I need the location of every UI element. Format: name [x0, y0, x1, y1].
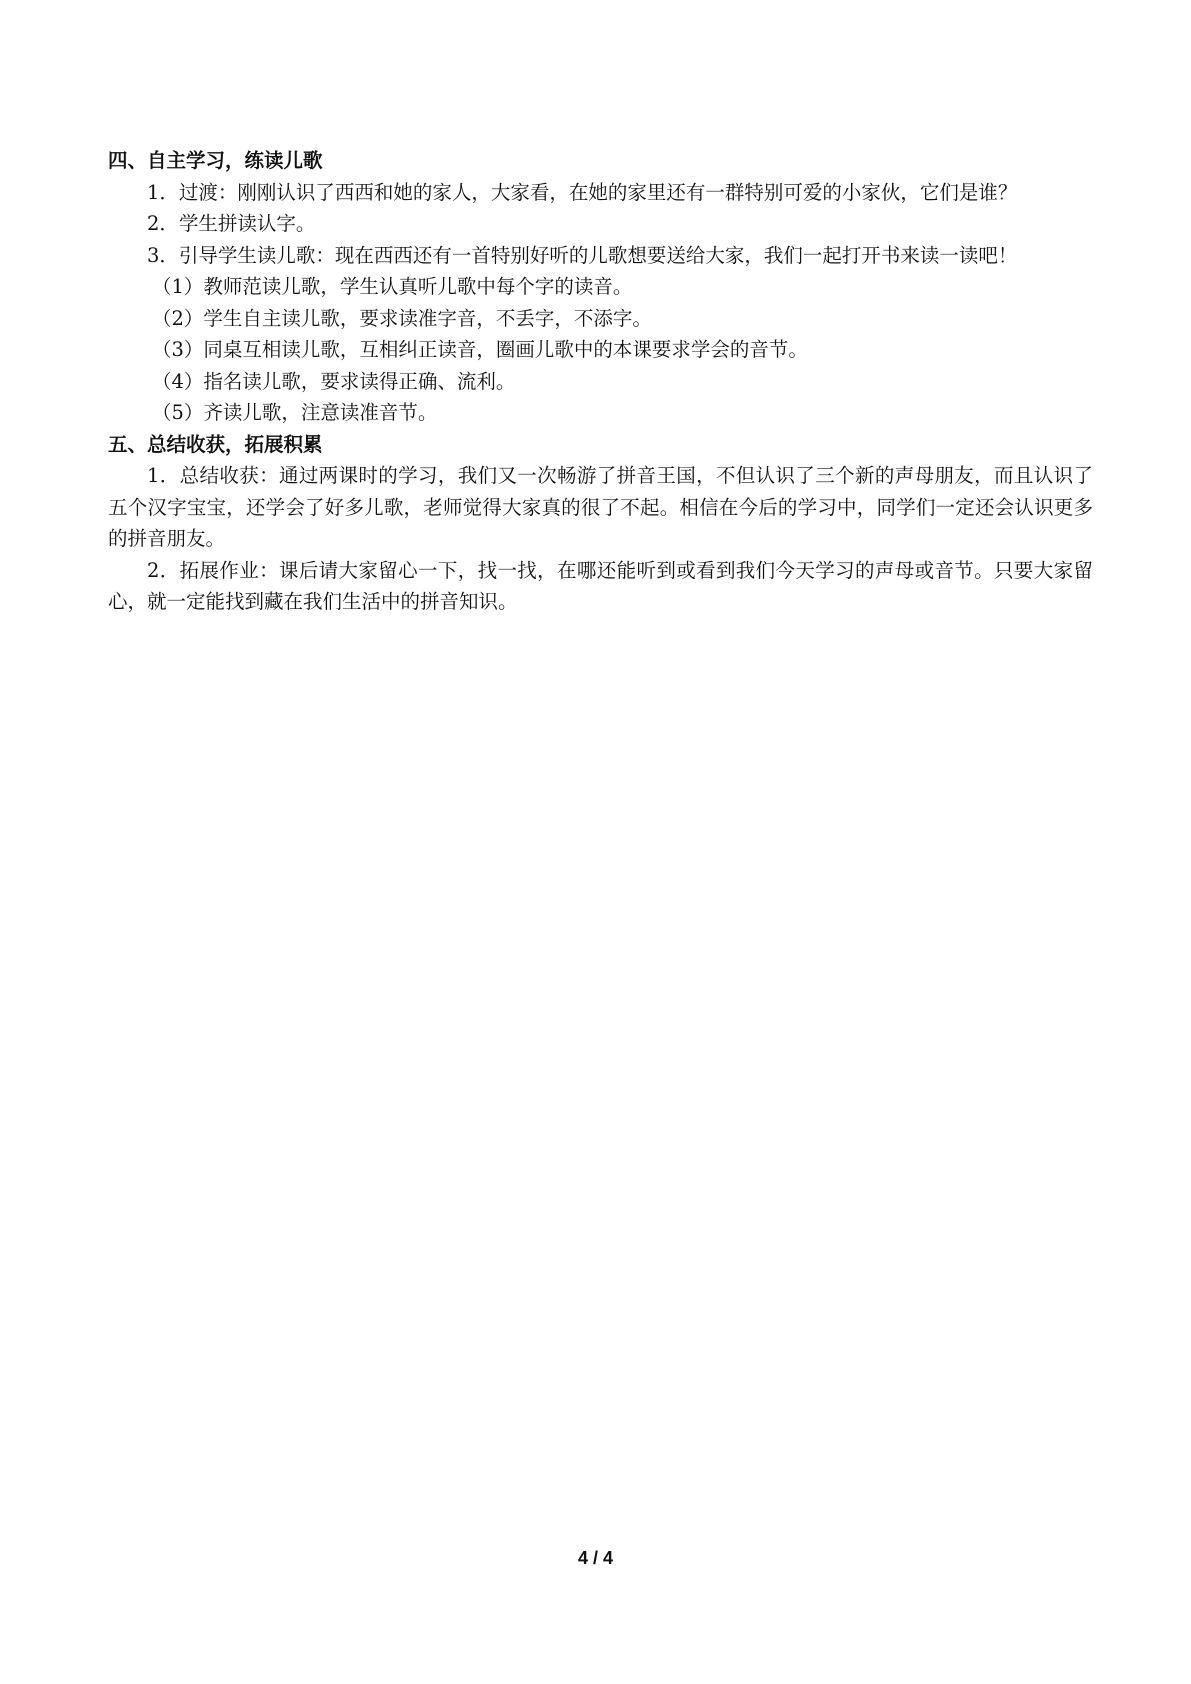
sub-item: （5）齐读儿歌，注意读准音节。 — [152, 401, 438, 424]
paragraph: 2．学生拼读认字。 — [147, 212, 316, 235]
paragraph: 2．拓展作业：课后请大家留心一下，找一找，在哪还能听到或看到我们今天学习的声母或音节。只要大家留心，就一定能找到藏在我们生活中的拼音知识。 — [108, 558, 1093, 613]
sub-item: （4）指名读儿歌，要求读得正确、流利。 — [152, 369, 516, 393]
paragraph: 1．过渡：刚刚认识了西西和她的家人，大家看，在她的家里还有一群特别可爱的小家伙，它们是谁？ — [147, 180, 1018, 204]
section-heading-4: 四、自主学习，练读儿歌 — [108, 149, 323, 172]
section-heading-5: 五、总结收获，拓展积累 — [108, 432, 323, 456]
sub-item: （2）学生自主读儿歌，要求读准字音，不丢字，不添字。 — [152, 306, 652, 330]
document-body — [108, 145, 1093, 618]
sub-item: （1）教师范读儿歌，学生认真听儿歌中每个字的读音。 — [152, 275, 633, 298]
page-number: 4 / 4 — [577, 1548, 614, 1568]
paragraph: 1．总结收获：通过两课时的学习，我们又一次畅游了拼音王国，不但认识了三个新的声母朋友，而且认识了五个汉字宝宝，还学会了好多儿歌，老师觉得大家真的很了不起。相信在今后的学习中，同学们一定还会认识更多的拼音朋友。 — [108, 464, 1093, 550]
paragraph: 3．引导学生读儿歌：现在西西还有一首特别好听的儿歌想要送给大家，我们一起打开书来读一读吧！ — [147, 243, 1018, 267]
sub-item: （3）同桌互相读儿歌，互相纠正读音，圈画儿歌中的本课要求学会的音节。 — [152, 338, 808, 361]
